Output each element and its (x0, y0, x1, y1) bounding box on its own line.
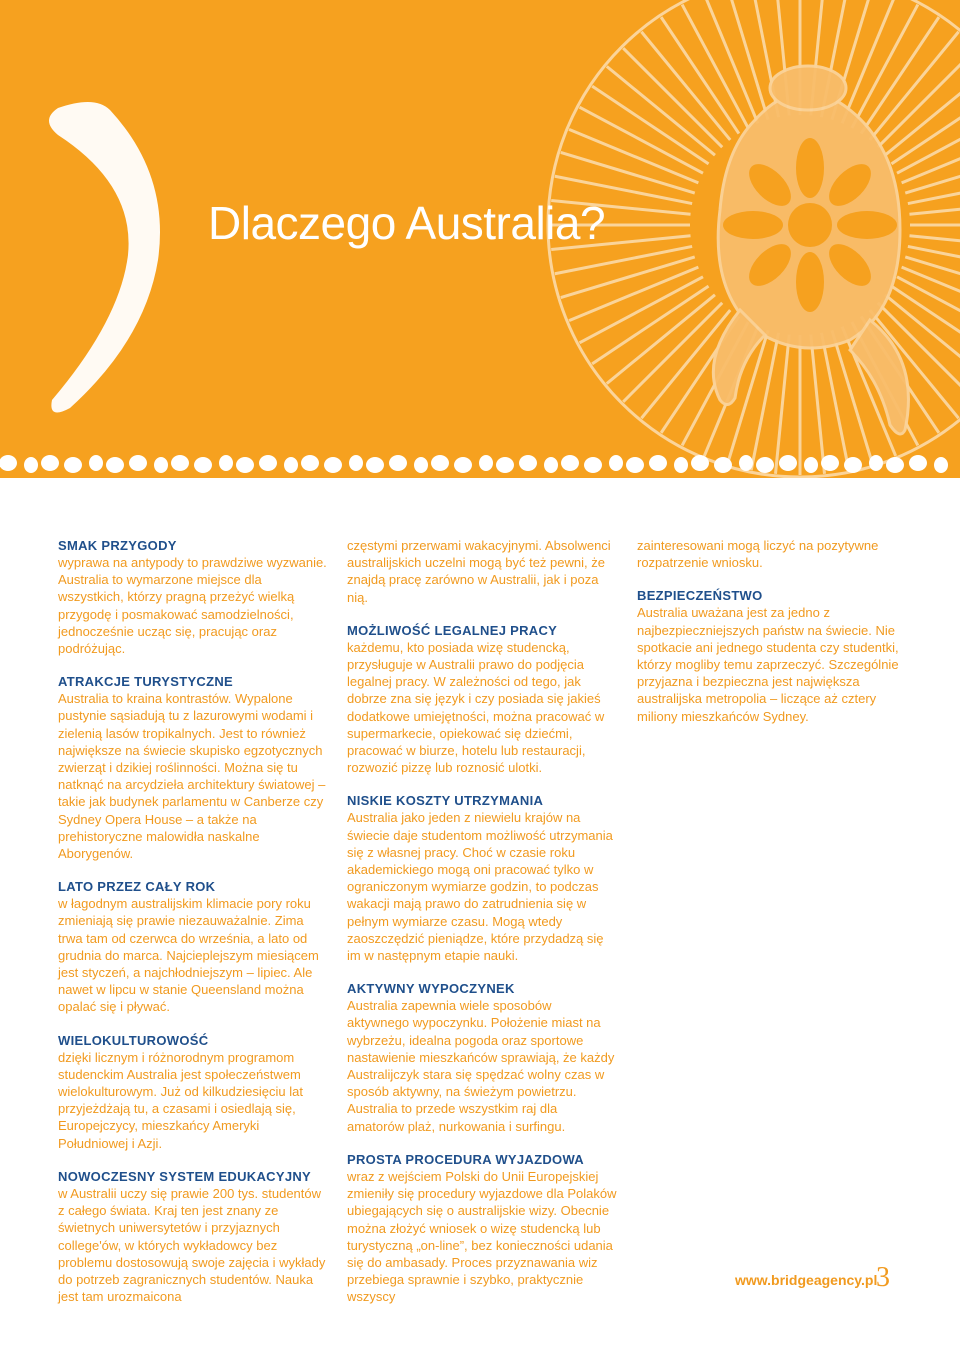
column-2 (347, 537, 617, 1322)
section-heading: WIELOKULTUROWOŚĆ (58, 1032, 209, 1048)
aboriginal-turtle-illustration (713, 66, 908, 434)
section-heading: SMAK PRZYGODY (58, 538, 177, 553)
section-bezpieczenstwo (637, 587, 907, 724)
section-body: w łagodnym australijskim klimacie pory roku zmieniają się prawie niezauważalnie. Zima trwa tam od czerwca do września, a lato od grudnia do marca. Najcieplejszym miesiącem jest styczeń, a najchłodniejszym – lipiec. Ale nawet w lipcu w stanie Queensland można opalać się i pływać. (58, 896, 319, 1015)
dotted-border (0, 455, 948, 473)
section-heading: PROSTA PROCEDURA WYJAZDOWA (347, 1151, 584, 1167)
section-heading: MOŻLIWOŚĆ LEGALNEJ PRACY (347, 622, 558, 638)
section-heading: NISKIE KOSZTY UTRZYMANIA (347, 793, 544, 809)
section-body: Australia jako jeden z niewielu krajów na świecie daje studentom możliwość utrzymania się z własnej pracy. Choć w czasie roku akademickiego mogą oni pracować tylko w ograniczonym wymiarze godzin, to podczas wakacji mają prawo do zatrudnienia się w pełnym wymiarze czasu. Mogą wtedy zaoszczędzić pieniądze, które przydadzą się im w następnym etapie nauki. (347, 810, 613, 964)
section-wielokulturowosc (58, 1032, 328, 1152)
column-3 (637, 537, 907, 741)
section-heading: NOWOCZESNY SYSTEM EDUKACYJNY (58, 1168, 312, 1184)
section-body: w Australii uczy się prawie 200 tys. studentów z całego świata. Kraj ten jest znany ze świetnych uniwersytetów i przyjaznych college'ów, w których wykładowcy bez problemu dostosowują swoje zajęcia i wykłady do potrzeb zagranicznych studentów. Nauka jest tam urozmaicona (58, 1185, 326, 1305)
section-nowoczesny-system-edukacyjny (58, 1168, 328, 1305)
section-body: Australia zapewnia wiele sposobów aktywnego wypoczynku. Położenie miast na wybrzeżu, idealna pogoda oraz sportowe nastawienie mieszkańców sprawiają, że każdy Australijczyk stara się spędzać wolny czas w sposób aktywny, na świeżym powietrzu. Australia to przede wszystkim raj dla amatorów plaż, nurkowania i surfingu. (347, 998, 615, 1134)
section-atrakcje-turystyczne (58, 673, 328, 862)
section-body: Australia uważana jest za jedno z najbezpieczniejszych państw na świecie. Nie spotkacie ani jednego studenta czy studentki, którzy mogliby temu zaprzeczyć. Szczególnie przyjazna i bezpieczna jest największa australijska metropolia – liczące aż cztery miliony mieszkańców Sydney. (637, 605, 899, 724)
section-heading: ATRAKCJE TURYSTYCZNE (58, 674, 234, 690)
header-banner (0, 0, 960, 478)
section-heading: BEZPIECZEŃSTWO (637, 588, 763, 604)
section-smak-przygody (58, 537, 328, 657)
footer-url-link[interactable]: www.bridgeagency.pl (735, 1272, 878, 1288)
section-lato-przez-caly-rok (58, 878, 328, 1015)
section-prosta-procedura-wyjazdowa (347, 1151, 617, 1306)
section-body: dzięki licznym i różnorodnym programom studenckim Australia jest społeczeństwem wielokulturowym. Już od kilkudziesięciu lat przyjeżdżają tu, a czasami i osiedlają się, Europejczycy, mieszkańcy Ameryki Południowej i Azji. (58, 1049, 303, 1151)
section-body: wraz z wejściem Polski do Unii Europejskiej zmieniły się procedury wyjazdowe dla Polaków ubiegających się o australijskie wizy. Obecnie można złożyć wniosek o wizę studencką lub turystyczną „on-line”, bez konieczności udania się do ambasady. Proces przyznawania wiz przebiega sprawnie i szybko, praktycznie wszyscy (347, 1168, 617, 1305)
column-1 (58, 537, 328, 1321)
continuation-text: częstymi przerwami wakacyjnymi. Absolwenci australijskich uczelni mogą być też pewni, że znajdą pracę zarówno w Australii, jak i poza nią. (347, 538, 611, 605)
section-aktywny-wypoczynek (347, 980, 617, 1135)
boomerang-chevron (49, 102, 160, 413)
continuation-text: zainteresowani mogą liczyć na pozytywne rozpatrzenie wniosku. (637, 538, 879, 571)
section-niskie-koszty-utrzymania (347, 792, 617, 964)
section-heading: LATO PRZEZ CAŁY ROK (58, 879, 216, 895)
section-body: wyprawa na antypody to prawdziwe wyzwanie. Australia to wymarzone miejsce dla wszystkich, którzy pragną przeżyć wielką przygodę i posmakować samodzielności, jednocześnie ucząc się, pracując oraz podróżując. (58, 555, 327, 657)
section-heading: AKTYWNY WYPOCZYNEK (347, 981, 515, 997)
page-title: Dlaczego Australia? (208, 197, 606, 249)
section-mozliwosc-legalnej-pracy (347, 622, 617, 777)
page-number: 3 (876, 1262, 890, 1293)
section-body: każdemu, kto posiada wizę studencką, przysługuje w Australii prawo do podjęcia legalnej pracy. W zależności od tego, jak dobrze zna się język i czy posiada się jakieś dodatkowe umiejętności, można pracować w supermarkecie, opiekować się dziećmi, pracować w biurze, hotelu lub restauracji, rozwozić pizzę lub roznosić ulotki. (347, 639, 605, 776)
section-body: Australia to kraina kontrastów. Wypalone pustynie sąsiadują tu z lazurowymi wodami i zielenią lasów tropikalnych. Jest to również największe na świecie skupisko egzotycznych zwierząt i dzikiej roślinności. Można się tu natknąć na arcydzieła architektury światowej – takie jak budynek parlamentu w Canberze czy Sydney Opera House – a także na prehistoryczne malowidła naskalne Aborygenów. (58, 691, 326, 862)
